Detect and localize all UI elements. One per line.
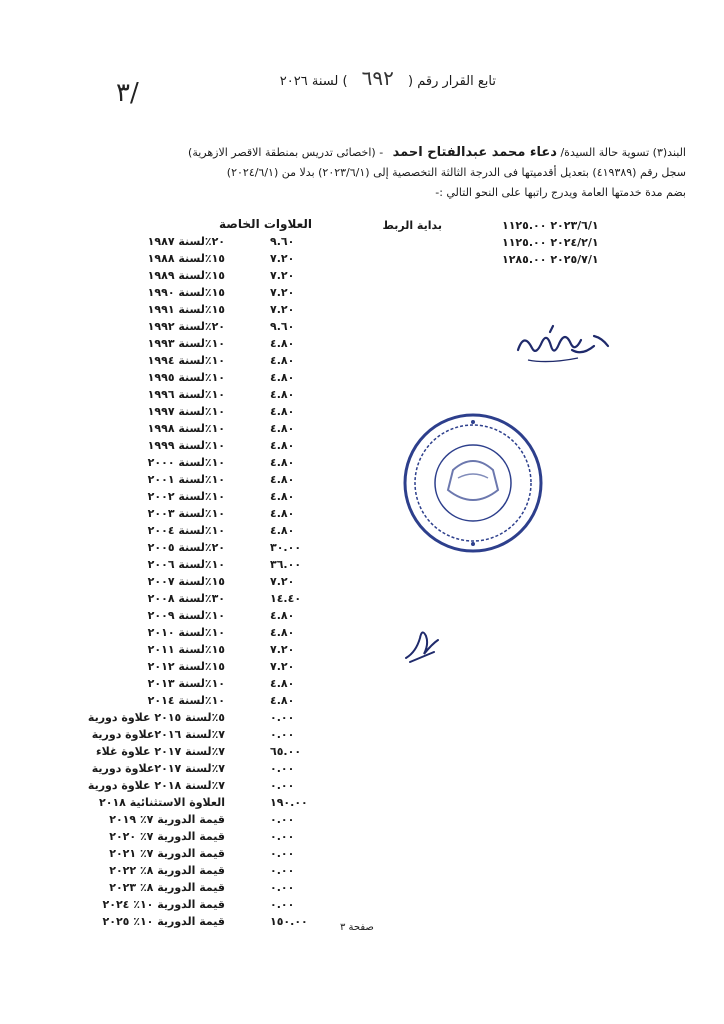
allowance-label: ٢٠٪لسنة ١٩٨٧ [147,235,225,248]
allowance-label: قيمة الدورية ٨٪ ٢٠٢٣ [109,881,225,894]
allowance-label: ١٠٪لسنة ١٩٩٥ [147,371,225,384]
allowance-label: ١٠٪لسنة ٢٠٠٠ [147,456,225,469]
allowance-label: ١٥٪لسنة ٢٠١٢ [147,660,225,673]
allowance-row [120,286,305,303]
allowance-row [109,864,305,881]
link-start-date: ٢٠٢٣/٦/١ [550,219,599,232]
allowance-row [120,677,305,694]
allowance-row [109,813,305,830]
item-intro: البند(٣) تسوية حالة السيدة/ [560,146,686,159]
allowance-value: ٤.٨٠ [270,337,295,350]
allowance-value: ٤.٨٠ [270,388,295,401]
header-suffix: ) لسنة ٢٠٢٦ [279,74,348,89]
page-number: صفحة ٣ [340,922,374,933]
item-line-2: سجل رقم (٤١٩٣٨٩) بتعديل أقدميتها فى الدرجة الثالثة التخصصية إلى (٢٠٢٣/٦/١) بدلا من (٢٠٢٤/٦/١) [226,166,686,179]
allowance-value: ٠.٠٠ [270,762,295,775]
allowance-label: ١٥٪لسنة ١٩٩١ [147,303,225,316]
allowance-row [109,830,305,847]
allowance-value: ٤.٨٠ [270,354,295,367]
allowance-label: ٢٠٪لسنة ٢٠٠٥ [147,541,225,554]
allowance-label: ٣٠٪لسنة ٢٠٠٨ [147,592,225,605]
allowance-value: ٤.٨٠ [270,371,295,384]
allowance-value: ٤.٨٠ [270,490,295,503]
allowance-row [91,728,305,745]
allowance-label: قيمة الدورية ١٠٪ ٢٠٢٥ [102,915,225,928]
allowance-value: ٧.٢٠ [270,252,295,265]
allowance-row [120,524,305,541]
allowance-value: ١٤.٤٠ [270,592,302,605]
allowance-row [120,558,305,575]
allowance-label: قيمة الدورية ٧٪ ٢٠٢٠ [109,830,225,843]
allowance-label: ١٠٪لسنة ٢٠١٤ [147,694,225,707]
allowance-row [120,626,305,643]
allowance-label: ١٠٪لسنة ٢٠١٣ [147,677,225,690]
allowance-value: ٧.٢٠ [270,643,295,656]
item-line-3: بضم مدة خدمتها العامة ويدرج راتبها على النحو التالي :- [435,186,686,199]
allowance-row [120,388,305,405]
allowance-label: قيمة الدورية ٧٪ ٢٠٢١ [109,847,225,860]
allowance-row [120,609,305,626]
allowance-label: ٧٪لسنة ٢٠١٧ علاوة غلاء [96,745,225,758]
decision-number: ٦٩٢ [361,66,394,90]
allowance-value: ٧.٢٠ [270,303,295,316]
allowance-value: ٤.٨٠ [270,626,295,639]
allowance-label: ١٠٪لسنة ١٩٩٨ [147,422,225,435]
allowance-value: ٠.٠٠ [270,779,295,792]
allowance-row [102,898,305,915]
allowance-value: ٧.٢٠ [270,286,295,299]
allowance-value: ٠.٠٠ [270,881,295,894]
allowance-label: ١٠٪لسنة ٢٠٠١ [147,473,225,486]
allowance-row [120,694,305,711]
official-stamp [398,408,548,558]
allowance-row [120,456,305,473]
allowance-label: ١٠٪لسنة ٢٠١٠ [147,626,225,639]
allowance-value: ١٥٠.٠٠ [270,915,308,928]
allowance-row [87,779,305,796]
allowance-value: ٤.٨٠ [270,405,295,418]
allowance-row [91,762,305,779]
allowance-row [120,405,305,422]
allowance-label: ٧٪لسنة ٢٠١٨ علاوة دورية [87,779,225,792]
allowance-row [120,660,305,677]
allowance-label: ١٠٪لسنة ٢٠٠٢ [147,490,225,503]
allowance-label: ٧٪لسنة ٢٠١٧علاوة دورية [91,762,225,775]
allowance-label: ١٥٪لسنة ٢٠١١ [147,643,225,656]
allowance-value: ٩.٦٠ [270,320,295,333]
allowance-row [99,796,308,813]
allowance-row [120,354,305,371]
allowance-row [102,915,308,932]
allowance-row [120,422,305,439]
allowance-row [120,490,305,507]
allowance-value: ٠.٠٠ [270,728,295,741]
header-prefix: تابع القرار رقم ( [408,74,496,89]
link-start-label: بداية الربط [382,219,442,232]
allowance-row [109,881,305,898]
allowance-value: ٤.٨٠ [270,456,295,469]
allowance-row [120,643,305,660]
allowance-row [120,507,305,524]
allowance-row [87,711,305,728]
allowance-value: ٧.٢٠ [270,660,295,673]
link-start-amount: ١١٢٥.٠٠ [502,219,547,232]
allowance-label: ١٠٪لسنة ١٩٩٧ [147,405,225,418]
allowance-value: ٠.٠٠ [270,864,295,877]
link-start-date: ٢٠٢٥/٧/١ [550,253,599,266]
allowance-label: ١٥٪لسنة ٢٠٠٧ [147,575,225,588]
allowance-value: ٤.٨٠ [270,422,295,435]
allowance-label: قيمة الدورية ٧٪ ٢٠١٩ [109,813,225,826]
allowance-row [120,252,305,269]
allowance-label: ١٠٪لسنة ١٩٩٩ [147,439,225,452]
allowance-value: ٤.٨٠ [270,677,295,690]
allowance-label: قيمة الدورية ٨٪ ٢٠٢٢ [109,864,225,877]
allowance-value: ٠.٠٠ [270,813,295,826]
allowance-row [120,235,305,252]
allowance-row [120,575,305,592]
allowance-value: ٦٥.٠٠ [270,745,302,758]
link-start-row [490,219,599,232]
allowance-label: ١٥٪لسنة ١٩٨٨ [147,252,225,265]
allowance-label: قيمة الدورية ١٠٪ ٢٠٢٤ [102,898,225,911]
allowance-value: ٠.٠٠ [270,711,295,724]
allowance-row [120,337,305,354]
corner-page-mark: ٣/ [116,78,139,108]
allowance-label: ١٠٪لسنة ٢٠٠٦ [147,558,225,571]
allowance-row [120,320,305,337]
allowance-row [120,473,305,490]
allowance-label: ١٠٪لسنة ١٩٩٣ [147,337,225,350]
employee-name: دعاء محمد عبدالفتاح احمد [392,145,557,160]
allowance-value: ٠.٠٠ [270,830,295,843]
allowance-label: ٧٪لسنة ٢٠١٦علاوة دورية [91,728,225,741]
link-start-amount: ١١٢٥.٠٠ [502,236,547,249]
allowance-value: ٣٦.٠٠ [270,558,302,571]
allowance-row [120,592,305,609]
allowance-value: ٤.٨٠ [270,609,295,622]
allowance-label: ١٠٪لسنة ٢٠٠٤ [147,524,225,537]
allowance-value: ٤.٨٠ [270,507,295,520]
allowance-row [96,745,305,762]
link-start-row [490,236,599,249]
allowance-row [109,847,305,864]
allowance-value: ٤.٨٠ [270,524,295,537]
decision-header [280,66,496,90]
allowance-value: ٩.٦٠ [270,235,295,248]
allowance-row [120,439,305,456]
allowance-value: ٤.٨٠ [270,439,295,452]
link-start-amount: ١٢٨٥.٠٠ [502,253,547,266]
allowance-value: ٤.٨٠ [270,473,295,486]
allowance-row [120,541,305,558]
item-line-1 [188,145,686,160]
allowance-label: العلاوة الاستثنائية ٢٠١٨ [99,796,225,809]
initial-signature [400,618,445,668]
employee-position: - (اخصائى تدريس بمنطقة الاقصر الازهرية) [188,146,384,159]
allowance-label: ١٥٪لسنة ١٩٨٩ [147,269,225,282]
allowance-row [120,269,305,286]
allowance-label: ١٠٪لسنة ١٩٩٦ [147,388,225,401]
handwritten-signature [510,320,620,370]
allowance-value: ١٩٠.٠٠ [270,796,308,809]
link-start-date: ٢٠٢٤/٢/١ [550,236,599,249]
allowances-table [87,235,308,928]
allowance-row [120,303,305,320]
allowance-label: ١٥٪لسنة ١٩٩٠ [147,286,225,299]
allowance-value: ٤.٨٠ [270,694,295,707]
allowance-label: ١٠٪لسنة ٢٠٠٣ [147,507,225,520]
link-start-row [490,253,599,266]
allowance-label: ٥٪لسنة ٢٠١٥ علاوة دورية [87,711,225,724]
allowance-value: ٣٠.٠٠ [270,541,302,554]
allowance-label: ١٠٪لسنة ١٩٩٤ [147,354,225,367]
allowance-label: ١٠٪لسنة ٢٠٠٩ [147,609,225,622]
allowance-value: ٧.٢٠ [270,269,295,282]
allowance-value: ٧.٢٠ [270,575,295,588]
allowance-label: ٢٠٪لسنة ١٩٩٢ [147,320,225,333]
allowances-heading: العلاوات الخاصة [219,217,312,231]
allowance-value: ٠.٠٠ [270,898,295,911]
allowance-row [120,371,305,388]
allowance-value: ٠.٠٠ [270,847,295,860]
